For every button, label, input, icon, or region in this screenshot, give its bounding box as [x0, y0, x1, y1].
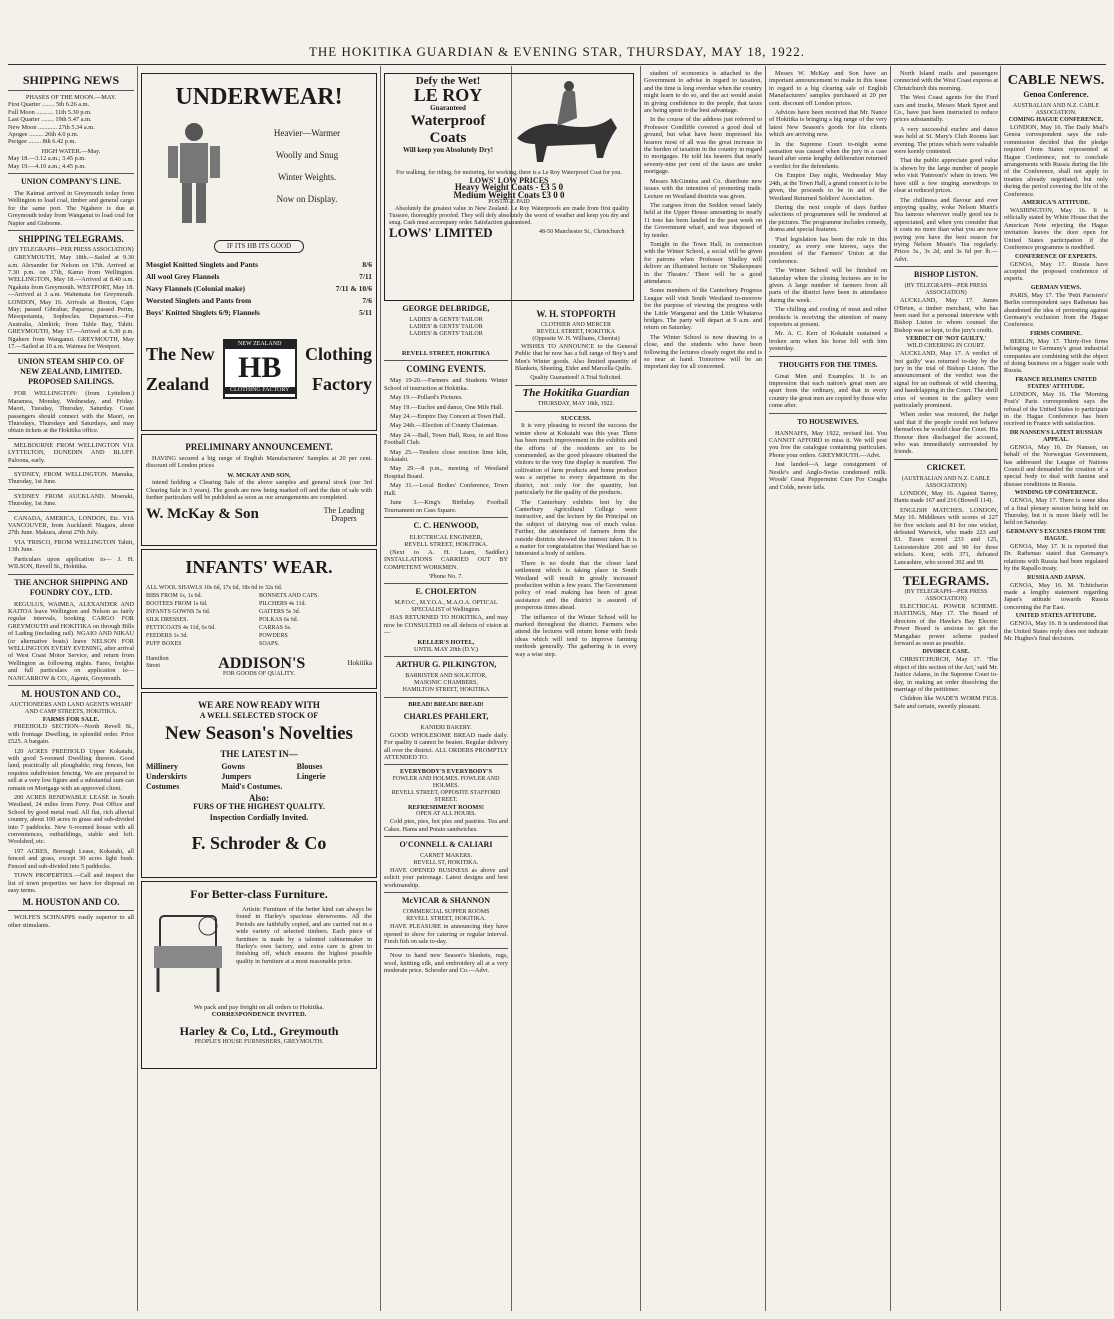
- event-item: June 3.—King's Birthday. Football Tournament on Cass Square.: [384, 499, 508, 514]
- col7-text-5: The chilliness and flavour and ever enjoying quality, woke Nelson Muett's Tea famous wherever really good tea is appreciated, and when you consider that it costs no more than what you are now paying you have the best reason for trying Nelson Moate's Tea regularly. Prices 3s., 3s 2d, and 3s 6d per lb.—Advt.: [894, 196, 998, 263]
- particulars-text: Particulars upon application to— J. H. WILSON, Revell St., Hokitika.: [8, 555, 134, 571]
- masthead-rule: [8, 64, 1106, 65]
- housewives-title: TO HOUSEWIVES.: [797, 417, 859, 426]
- henwood-title: C. C. HENWOOD,: [413, 520, 479, 530]
- stopforth-sub: CLOTHIER AND MERCER: [540, 322, 611, 328]
- event-item: May 19.—Euchre and dance, One Mile Hall.: [390, 403, 504, 411]
- cricket-text: LONDON, May 16. Against Surrey, Hants made 167 and 216 (Bowell 114).: [894, 489, 998, 505]
- pilkington-sub: BARRISTER AND SOLICITOR,: [405, 673, 487, 680]
- water-2: May 19.—4.10 a.m.; 4.45 p.m.: [8, 162, 86, 170]
- underwear-line-1: Heavier—Warmer: [273, 128, 341, 138]
- houston-sub: AUCTIONEERS AND LAND AGENTS WHARF AND CAMP STREETS, HOKITIKA.: [10, 701, 132, 715]
- usco-title: UNION STEAM SHIP CO. OF NEW ZEALAND, LIMITED. PROPOSED SAILINGS.: [17, 357, 125, 387]
- leroy-wp: Waterproof: [410, 112, 486, 129]
- refresh-label: REFRESHMENT ROOMS!: [408, 803, 484, 811]
- france-text: LONDON, May 16. The 'Morning Post's' Paris correspondent says the refusal of the United States to participate in the Hague Conference has been received in France with satisfaction.: [1004, 390, 1108, 428]
- item-row: All wool Grey Flannels 7/11: [146, 272, 372, 282]
- col6-text-4: On Empire Day night, Wednesday May 24th, at the Town Hall, a grand concert is to be given, the proceeds to be in aid of the Westland Returned Soldiers' Association.: [769, 172, 888, 202]
- union-title: UNION COMPANY'S LINE.: [20, 177, 122, 187]
- prelim-text: HAVING secured a big range of English Manufacturers' Samples at 20 per cent. discount off London prices: [146, 455, 372, 470]
- pfahlert-text: GOOD WHOLESOME BREAD made daily. For quality it cannot be beaten. Regular delivery all over the district. ALL ORDERS PROMPTLY ATTENDED TO.: [384, 731, 508, 761]
- genoa-title: Genoa Conference.: [1023, 90, 1089, 99]
- col6-text-2: Advices have been received that Mr. Nance of Hokitika is bringing a big range of the very latest New Season's goods for his clients which are arriving now.: [769, 109, 887, 139]
- furniture-text: Artistic Furniture of the better kind can always be found in Harley's spacious showrooms. All the Periods are faithfully copied, and are carried out in a wide variety of selected timbers. Each piece of furniture is made by a talented cabinetmaker in Harley's own factory, and extra care is given to finishing off, which ensures the highest possible quality in furniture at a most reasonable price.: [236, 906, 372, 965]
- telegrams-heading: TELEGRAMS.: [902, 572, 990, 588]
- schroder-ad: WE ARE NOW READY WITH A WELL SELECTED STOCK OF New Season's Novelties THE LATEST IN— Millinery Gowns Blouses Underskirts Jumpers Lingerie Costumes Maid's Costumes. Also: FURS OF THE HIGHEST QUALITY. Inspection Cordially Invited. F. Schroder & Co: [141, 692, 377, 878]
- col5-text-3: Messrs McGinniss and Co. distribute new issues with the intention of promoting trade. Lecture on Westland districts was given.: [644, 177, 762, 200]
- leroy-guar: Guaranteed: [430, 104, 466, 113]
- editorial-text-4: The influence of the Winter School will be marked throughout the district. Farmers who attend the lectures will return home with fresh ideas which will tend to improve farming methods generally. The gathering is in every way a wise step.: [515, 613, 637, 658]
- moon-title: PHASES OF THE MOON.—MAY.: [25, 94, 117, 101]
- delbridge-line: LADIES' & GENTS' TAILOR: [409, 317, 483, 323]
- bishop-title: BISHOP LISTON.: [914, 270, 978, 280]
- leroy-for: For walking, for riding, for motoring, for working, there is a Le Roy Waterproof Coat for you.: [396, 170, 622, 176]
- events-title: COMING EVENTS.: [406, 364, 486, 375]
- union-text: The Kaimai arrived in Greymouth today from Wellington to load coal, timber and general cargo for the same port. The Ngahere is due at Greymouth today from Wanganui to load coal for Napier and Gisborne.: [8, 190, 134, 227]
- col5-text-1: student of economics is attached to the Government to advise in regard to taxation, and the time is long overdue when the country might learn to do so, and the act would assist in giving confidence to the people, that taxes are being spent to the best advantage.: [644, 70, 762, 115]
- prelim-title: PRELIMINARY ANNOUNCEMENT.: [185, 442, 333, 452]
- leroy-name: LE ROY: [413, 85, 483, 106]
- event-item: May 24.—Ball, Town Hall, Ross, in aid Ross Football Club.: [384, 431, 508, 447]
- event-item: May 31.—Local Bodies' Conference, Town Hall.: [384, 482, 508, 497]
- moon-6: Perigee ........ 8th 6.42 p.m.: [8, 138, 77, 146]
- editorial-text-3: There is no doubt that the closer land settlement which is taking place in South Westland will result in greatly increased production within a few years. The Government policy of road making has been of great assistance and the district is assured of prosperous times ahead.: [515, 559, 637, 612]
- moon-2: Full Moon ........... 11th 5.30 p.m.: [8, 108, 92, 116]
- armchair-illustration-icon: [146, 906, 230, 998]
- henwood-sub: ELECTRICAL ENGINEER,: [409, 533, 483, 541]
- france-title: FRANCE RELISHES UNITED STATES' ATTITUDE.: [1015, 376, 1097, 390]
- winding-title: WINDING UP CONFERENCE.: [1014, 490, 1098, 497]
- column-cable-news: [1004, 70, 1108, 1310]
- housewives-text: HANNAH'S, May 1922, revised list. You CANNOT AFFORD to miss it. We will post you free the catalogue containing particulars. Phone your orders. GREYMOUTH.—Advt.: [769, 429, 887, 459]
- also-label: Also:: [249, 793, 269, 804]
- lows-addr: 48-50 Manchester St., Christchurch: [539, 229, 625, 236]
- corresp-text: CORRESPONDENCE INVITED.: [211, 1011, 307, 1019]
- telegrams-title: SHIPPING TELEGRAMS.: [18, 234, 124, 245]
- worm-text: Children like WADE'S WORM FIGS. Safe and certain, sweetly pleasant.: [894, 695, 998, 710]
- underwear-line-3: Winter Weights.: [277, 172, 337, 182]
- col7-text-2: The West Coast agents for the Ford cars and trucks, Messrs Mark Sprot and Co., have just been instructed to reduce prices substantially.: [894, 94, 998, 124]
- man-illustration-icon: [146, 118, 242, 228]
- bishop-sub: (BY TELEGRAPH—PER PRESS ASSOCIATION): [904, 283, 988, 297]
- divorce-title: DIVORCE CASE.: [922, 649, 970, 656]
- col6-text-5: During the next couple of days further selections of programmes will be rendered at the pictures. The programme includes comedy, drama and special features.: [769, 203, 887, 234]
- event-item: May 24.—Empire Day Concert at Town Hall.: [390, 413, 506, 421]
- col5-text-2: In the course of the address just referred to Professor Condliffe covered a good deal of ground, but what have been impressed his hearers most of all was the great increase in the burden of taxation in the country in regard to mortgages. He told his hearers that nearly seventy-nine per cent of the taxes are under mortgage.: [644, 116, 762, 176]
- bishop-text: AUCKLAND, May 17. James O'Brien, a timber merchant, who has been sued for a personal interview with Bishop Liston to whom counsel the Bishop was so kept, to the jury's credit.: [894, 297, 998, 334]
- excuses-text: GENOA, May 17. It is reported that Dr. Rathenau stated that Germany's relations with Russia had been regulated by the Rapallo treaty.: [1004, 542, 1108, 573]
- states-text: GENOA, May 16. It is understood that the United States reply does not indicate Mr. Hughes's final decision.: [1004, 620, 1108, 642]
- latest-title: THE LATEST IN—: [220, 749, 298, 759]
- delbridge-line: LADIES' & GENTS' TAILOR: [409, 324, 483, 330]
- shipping-title: SHIPPING NEWS: [22, 73, 120, 87]
- oconnell-addr: REVELL ST, HOKITIKA.: [413, 860, 479, 867]
- cholerton-title: E. CHOLERTON: [415, 587, 477, 597]
- column-rule: [380, 66, 381, 1311]
- leroy-text: Absolutely the greatest value in New Zealand. Le Roy Waterproofs are made from first quality Tussore, thoroughly proofed. They will defy absolutely the worst of weather and keep you dry and snug. Cash must accompany order. Satisfaction guaranteed.: [389, 206, 629, 227]
- experts-title: CONFERENCE OF EXPERTS.: [1014, 253, 1098, 260]
- hague-text: LONDON, May 16. The Daily Mail's Genoa correspondent says the sub-commission decided that the pledge required from States represented at Hague Conference, not to conclude arrangements with Russia during the life of the Conference, shall not apply to treaties already negotiated, but only during the period covering the life of the Conference.: [1004, 124, 1108, 198]
- mckay-name: W. McKay & Son: [146, 506, 259, 523]
- leroy-postage: POSTAGE PAID: [488, 199, 530, 206]
- verdict-title: VERDICT OF 'NOT GUILTY.': [905, 336, 987, 343]
- infants-title: INFANTS' WEAR.: [185, 557, 333, 577]
- american-text: WASHINGTON, May 16. It is officially stated by White House that the American Note rejecting the Hague invitation leaves the door open for United States participation if the Conference programme is modified.: [1004, 207, 1108, 252]
- novelties-title: New Season's Novelties: [165, 723, 353, 744]
- col6-text-6: 'Fuel legislation has been the rule in this country,' as every one knows, says the president of the Farmers' Union at the conference.: [769, 235, 887, 265]
- lows-name: LOWS' LIMITED: [389, 225, 493, 241]
- melb-text: MELBOURNE FROM WELLINGTON VIA LYTTELTON, DUNEDIN AND BLUFF. Paloona, early.: [8, 441, 134, 464]
- stopforth-addr: REVELL STREET, HOKITIKA: [536, 329, 616, 335]
- stopforth-title: W. H. STOPFORTH: [536, 309, 616, 319]
- firms-text: BERLIN, May 17. Thirty-five firms belonging to Germany's great industrial companies are combining with the object of doing business on a bigger scale with Russia.: [1004, 337, 1108, 375]
- thoughts-text: Great Men and Examples. It is an impression that each nation's great men are apart from the ordinary, and that in every country the great men are copied by those who come after.: [769, 372, 887, 410]
- blankets-text: Now to hand new Season's blankets, rugs, wool, knitting silk, and embroidery all at a very moderate price. Schroder and Co.—Advt.: [384, 952, 508, 975]
- henwood-addr: REVELL STREET, HOKITIKA.: [404, 541, 488, 549]
- moon-3: Last Quarter ........ 19th 5.47 a.m.: [8, 116, 92, 124]
- event-item: May 25.—Tenders close erection lime kiln, Kokatahi.: [384, 448, 508, 464]
- usco-text: FOR WELLINGTON: (from Lyttelton.) Maramea, Monday, Wednesday, and Friday. Maori, Tuesday, Thursday, Saturday. Coast passengers should connect with the Maori, on Thursdays, Thursdays and Saturdays, and may obtain tickets at the Hokitika office.: [8, 390, 134, 435]
- hb-logo: NEW ZEALAND HB CLOTHING FACTORY: [223, 339, 297, 399]
- russia-title: RUSSIA AND JAPAN.: [1026, 574, 1086, 581]
- addison-tag: FOR GOODS OF QUALITY.: [223, 670, 295, 677]
- fowler-label: FOWLER AND HOLMES. FOWLER AND HOLMES.: [392, 775, 500, 789]
- col7-telegrams-text: ELECTRICAL POWER SCHEME. HASTINGS, May 17. The Board of directors of the Hawke's Bay Electric Power Board is anxious to get the Mangahao power scheme pushed forward as soon as possible.: [894, 602, 998, 647]
- henwood-text: (Next to A. H. Learn, Saddler.) INSTALLATIONS CARRIED OUT BY COMPETENT WORKMEN.: [384, 548, 508, 571]
- farms-title: FARMS FOR SALE.: [42, 715, 100, 723]
- water-title: HIGH WATER.—May.: [41, 147, 101, 155]
- column-7: [894, 70, 998, 1310]
- oconnell-sub: CARNET MAKERS.: [420, 853, 472, 860]
- russia-text: GENOA, May 16. M. Tchitcherin made a lengthy statement regarding Japan's attitude towards Russia concerning the Far East.: [1004, 581, 1108, 611]
- column-ads-left: [141, 70, 377, 1310]
- cricket-title: CRICKET.: [926, 462, 966, 472]
- water-1: May 18.—3.12 a.m.; 3.45 p.m.: [8, 155, 86, 163]
- item-row: Worsted Singlets and Pants from 7/6: [146, 296, 372, 306]
- mcvicar-sub: COMMERCIAL SUPPER ROOMS: [402, 909, 490, 916]
- cholerton-until: UNTIL MAY 20th (D.V.): [413, 645, 479, 653]
- genoa-sub: AUSTRALIAN AND N.Z. CABLE ASSOCIATION.: [1012, 103, 1100, 116]
- furniture-title: For Better-class Furniture.: [190, 887, 328, 901]
- column-4: [515, 306, 637, 1306]
- item-row: Mosgiel Knitted Singlets and Pants 8/6: [146, 260, 372, 270]
- col6-text-9: Mr. A. C. Kerr of Kokatahi sustained a broken arm when his horse fell with him yesterday.: [769, 330, 887, 353]
- moon-5: Apogee ......... 26th 4.0 p.m.: [8, 131, 79, 139]
- open-label: OPEN AT ALL HOURS.: [415, 811, 476, 818]
- pilkington-addr: MASONIC CHAMBERS,: [414, 680, 478, 687]
- revell2-label: REVELL STREET, OPPOSITE STAFFORD STREET.: [391, 789, 501, 803]
- syd-text: SYDNEY, FROM WELLINGTON. Manuka, Thursday, 1st June.: [8, 471, 134, 486]
- nz-left-1: The New: [146, 344, 215, 365]
- freight-text: We pack and pay freight on all orders to Hokitika.: [193, 1004, 325, 1011]
- acres120-text: 120 ACRES FREEHOLD Upper Kokatahi, with good 5-roomed Dwelling thereon. Good land, practically all ploughable; ring fences, but requires subdivision fencing. We are prepared to sell at a very low figure and a substantial sum can remain on Mortgage with an approved client.: [8, 747, 134, 792]
- pfahlert-sub: KANIERI BAKERY.: [420, 724, 472, 731]
- telegrams-sub: (BY TELEGRAPH—PER PRESS ASSOCIATION): [8, 247, 134, 254]
- column-6: [769, 70, 887, 1310]
- hague-title: COMING HAGUE CONFERENCE.: [1008, 117, 1104, 123]
- masthead: THE HOKITIKA GUARDIAN & EVENING STAR, THURSDAY, MAY 18, 1922.: [308, 44, 806, 59]
- thoughts-title: THOUGHTS FOR THE TIMES.: [778, 360, 878, 369]
- mcvicar-title: McVICAR & SHANNON: [402, 896, 490, 906]
- furs-label: FURS OF THE HIGHEST QUALITY.: [193, 801, 325, 811]
- town-text: TOWN PROPERTIES.—Call and inspect the list of town properties we have for disposal on easy terms.: [8, 872, 134, 894]
- canada-text: CANADA, AMERICA, LONDON, Etc. VIA VANCOUVER, from Auckland: Niagara, about 27th June. Makura, about 27th July.: [8, 514, 134, 537]
- telegrams-text: GREYMOUTH, May 18th.—Sailed at 9.30 a.m. Alexander for Nelson on 17th. Arrived at 7.30 p.m. on 17th, Kamo from Wellington. WELLINGTON, May 18.—Arrived at 8.40 a.m. Ngakuta from Greymouth. WESTPORT, May 18.—Arrived at 3 a.m. Waitemata for Greymouth. LONDON, May 16. Arrivals at Boston, Cape May; passed Gibraltar, Paparoa; passed Perim, Mesopotamia, Sophocles. Departures.—For Australia, Almkirk; from Table Bay, Tahiti. GREYMOUTH, May 17.—Arrived at 6.30 p.m. Ngahere from Wanganui. GREYMOUTH, May 17.—Sailed at 10 a.m. Waimea for Westport.: [8, 254, 134, 350]
- delbridge-title: GEORGE DELBRIDGE,: [402, 304, 490, 313]
- column-shipping: [8, 70, 134, 1310]
- event-item: May 29.—8 p.m., meeting of Westland Hospital Board.: [384, 465, 508, 480]
- leroy-keep: Will keep you Absolutely Dry!: [402, 145, 494, 154]
- event-item: May 19-20.—Farmers and Students Winter School of instruction at Hokitika.: [384, 377, 508, 392]
- col7-text-4: That the public appreciate good value is shown by the large number of people who visit 'Paterson's' when in town. We have still a few singing snowdrops to clear at reduced prices.: [894, 157, 998, 195]
- verdict-text-2: When order was restored, the Judge said that if the people could not behave themselves he would clear the Court. His Honour then discharged the accused, who was immediately surrounded by friends.: [894, 411, 998, 456]
- american-title: AMERICA'S ATTITUDE.: [1022, 200, 1090, 207]
- hb-badge: IF ITS HB ITS GOOD: [214, 240, 304, 253]
- leroy-prices: LOWS' LOW PRICES: [469, 176, 549, 185]
- harley-ad: [141, 881, 377, 1069]
- underwear-line-2: Woolly and Snug: [275, 150, 339, 160]
- col5-text-5: Tonight in the Town Hall, in connection with the Winter School, a social will be given for patrons when Professor Shelley will deliver an illustrated lecture on 'Shakespeare in the Theatre.' There will be a good attendance.: [644, 240, 762, 285]
- experts-text: GENOA, May 17. Russia have accepted the proposed conference of experts.: [1004, 260, 1108, 283]
- column-5: [644, 70, 762, 1310]
- delbridge-line: LADIES' & GENTS' TAILOR: [409, 331, 483, 337]
- wolfe-text: WOLFE'S SCHNAPPS vastly superior to all other stimulants.: [8, 914, 134, 929]
- cholerton-at: KELLER'S HOTEL,: [417, 638, 475, 646]
- column-rule: [640, 66, 641, 1311]
- inspect-label: Inspection Cordially Invited.: [209, 813, 309, 823]
- mckay-tag: The Leading Drapers: [323, 506, 365, 523]
- states-title: UNITED STATES ATTITUDE.: [1015, 613, 1097, 620]
- meals-text: Cold pies, pies, hot pies and pastries. Tea and Cakes. Hams and Potato sandwiches.: [384, 818, 508, 833]
- column-rule: [1000, 66, 1001, 1311]
- moon-1: First Quarter ........ 5th 6.26 a.m.: [8, 101, 90, 109]
- col6-text-8: The chilling and cooling of meat and other products is receiving the attention of many exporters at present.: [769, 306, 887, 328]
- col5-text-7: The Winter School is now drawing to a close, and the students who have been following the lectures closely regret the end is so near at hand. Tomorrow will be an important day for all concerned.: [644, 333, 762, 371]
- farms-text: FREEHOLD SECTION—North Revell St., with frontage Dwelling, in splendid order. Price £525. A bargain.: [8, 723, 134, 746]
- cricket-text-2: ENGLISH MATCHES. LONDON, May 16. Middlesex with scores of 227 for five wickets and 81 for one wicket, defeated Warwick, who made 223 and 83. Essex scored 233 and 125, Leicestershire 266 and 90 for three wickets. Kent, with 371, defeated Lancashire, who scored 302 and 99.: [894, 506, 998, 566]
- syd2-text: SYDNEY FROM AUCKLAND. Moeraki, Thursday, 1st June.: [8, 492, 134, 508]
- column-rule: [765, 66, 766, 1311]
- cholerton-sub: M.P.O.C., M.Y.O.A., M.A.O.A. OPTICAL SPECIALIST of Wellington.: [394, 600, 498, 614]
- henwood-phone: 'Phone No. 7.: [428, 572, 464, 580]
- stopforth-opp: (Opposite W. H. Williams, Chemist): [532, 336, 620, 342]
- everybody-label: EVERYBODY'S EVERYBODY'S: [399, 768, 493, 776]
- pilkington-title: ARTHUR G. PILKINGTON,: [395, 660, 497, 670]
- guardian-title: The Hokitika Guardian: [522, 386, 630, 399]
- addison-ad: INFANTS' WEAR. ALL WOOL SHAWLS 10s 6d, 17s 6d, 18s 6d to 32s 6d. BIBS FROM 1s, 1s 6d. BONNETS AND CAPS. BOOTEES FROM 1s 6d. PILCHERS 4s 11d. INFANTS GOWNS 5s 6d. GAITERS 5s 3d. SILK DRESSES. POLKAS 6s 6d. PETTICOATS 4s 11d, 6s 6d. CARRAS 6s. FEEDERS 1s 3d. POWDERS PUFF BOXES SOAPS. Hamilton Street ADDISON'S Hokitika FOR GOODS OF QUALITY.: [141, 549, 377, 689]
- cheering-title: WILD CHEERING IN COURT.: [907, 343, 985, 350]
- stopforth-quality: Quality Guaranteed! A Trial Solicited.: [530, 374, 622, 381]
- cholerton-text: HAS RETURNED TO HOKITIKA, and may now be CONSULTED on all defects of vision at—: [384, 614, 508, 637]
- col7-text-3: A very successful euchre and dance was held at St. Mary's Club Rooms last evening. The prizes which were valuable were keenly contested.: [894, 125, 998, 156]
- firms-title: FIRMS COMBINE.: [1030, 330, 1082, 337]
- telegrams-heading-sub: (BY TELEGRAPH—PER PRESS ASSOCIATION): [904, 588, 988, 602]
- oconnell-title: O'CONNELL & CALIARI: [399, 840, 493, 850]
- frisco-text: VIA 'FRISCO, FROM WELLINGTON Tahiti, 13th June.: [8, 538, 134, 554]
- schroder-name: F. Schroder & Co: [191, 832, 327, 853]
- bread-label: BREAD! BREAD! BREAD!: [408, 701, 484, 709]
- mcvicar-text: HAVE PLEASURE in announcing they have opened to show for catering or regular interval. Fresh fish on sale to-day.: [384, 923, 508, 946]
- event-item: May 24th.—Election of County Chairman.: [390, 422, 499, 430]
- col6-text-1: Messrs W. McKay and Son have an important announcement to make in this issue in regard to a big clearing sale of English Manufacturers' samples purchased at 20 per cent. discount off London prices.: [769, 70, 887, 107]
- leroy-coats: Coats: [429, 129, 467, 146]
- anchor-title: THE ANCHOR SHIPPING AND FOUNDRY COY., LTD.: [14, 577, 128, 597]
- leroy-medium: Medium Weight Coats £3 0 0: [453, 189, 565, 200]
- german-text: PARIS, May 17. The 'Petit Parisien's' Berlin correspondent says Rathenau has abandoned the idea of protesting against Germany's exclusion from the Hague Conference.: [1004, 291, 1108, 329]
- item-row: Boys' Knitted Singlets 6/9; Flannels 5/11: [146, 308, 372, 318]
- addison-left: Hamilton Street: [146, 656, 169, 670]
- cricket-sub: (AUSTRALIAN AND N.Z. CABLE ASSOCIATION): [901, 475, 991, 489]
- event-item: May 19.—Pollard's Pictures.: [390, 394, 463, 402]
- rider-on-horse-icon: [507, 78, 627, 170]
- nz-right-2: Factory: [312, 374, 372, 395]
- ready-title-2: A WELL SELECTED STOCK OF: [199, 711, 319, 720]
- acres200-text: 200 ACRES RENEWABLE LEASE in South Westland, 24 miles from Ferry. Post Office and School by good metal road. All flat, rich alluvial country, about 100 acres in grass and sub-divided into 7 paddocks. New 6-roomed house with all conveniences, outbuildings, stable and loft. Woolshed, etc.: [8, 794, 134, 846]
- anchor-text: REGULUS, WAIMEA, ALEXANDER AND KAITOA leave Wellington and Nelson as fairly regular intervals, booking CARGO FOR GREYMOUTH and HOKITIKA on through Bills of Lading (including rail). NGAIO AND NIKAU (or alternative boats) leave NELSON FOR WELLINGTON EVERY EVENING, after arrival of West Coast Motor Service, and return from Wellington as following nights. Fares, freights and full particulars on application to— NANCARROW & CO., Agents, Greymouth.: [8, 600, 134, 682]
- col5-text-4: The cargoes from the Seddon vessel lately held at the Upper House amounting to nearly 11 tons has been landed in the past week on the Government wharf, and was disposed of by tender.: [644, 201, 762, 239]
- nansen-title: DR NANSEN'S LATEST RUSSIAN APPEAL.: [1009, 429, 1103, 443]
- harley-tag: PEOPLE'S HOUSE FURNISHERS, GREYMOUTH.: [194, 1038, 324, 1045]
- addison-right: Hokitika: [347, 658, 372, 667]
- col6-text-7: The Winter School will be finished on Saturday when the closing lectures are to be given. A large number of farmers from all parts of the district have been in attendance during the week.: [769, 267, 887, 304]
- column-rule: [890, 66, 891, 1311]
- nz-left-2: Zealand: [146, 374, 210, 395]
- cable-title: CABLE NEWS.: [1007, 73, 1105, 88]
- pilkington-addr2: HAMILTON STREET, HOKITIKA: [402, 687, 490, 694]
- guardian-date: THURSDAY, MAY 18th, 1922.: [537, 401, 615, 408]
- harley-name: Harley & Co, Ltd., Greymouth: [179, 1023, 339, 1038]
- ready-title-1: WE ARE NOW READY WITH: [198, 700, 320, 710]
- verdict-text: AUCKLAND, May 17. A verdict of 'not guilty' was returned to-day by the jury in the trial of Bishop Liston. The announcement of the verdict was the signal for an outbreak of wild cheering, and handclapping in the Court. The shrill cries of women in the gallery were particularly prominent.: [894, 350, 998, 410]
- moon-4: New Moon ............ 27th 5.34 a.m.: [8, 123, 95, 131]
- item-row: Navy Flannels (Colonial make) 7/11 & 10/6: [146, 284, 372, 294]
- german-title: GERMAN VIEWS.: [1030, 284, 1082, 291]
- column-rule: [137, 66, 138, 1311]
- mcvicar-addr: REVELL STREET, HOKITIKA.: [406, 916, 486, 923]
- pfahlert-title: CHARLES PFAHLERT,: [403, 711, 489, 721]
- underwear-line-4: Now on Display.: [276, 194, 338, 204]
- nestle-text: Just landed—A large consignment of Nestle's and Anglo-Swiss condensed milk. Woods' Great Peppermint Cure For Coughs and Colds, never fails.: [769, 461, 887, 491]
- winding-text: GENOA, May 17. There is some idea of a final plenary session being held on Thursday, but it is more likely will be held on Saturday.: [1004, 497, 1108, 527]
- divorce-text: CHRISTCHURCH, May 17. 'The object of this section of the Act,' said Mr. Justice Adams, in the Supreme Court to-day, in making an order dissolving the marriage of the petitioner.: [894, 656, 998, 693]
- nz-right-1: Clothing: [304, 344, 372, 365]
- underwear-title: UNDERWEAR!: [175, 84, 343, 110]
- acres197-text: 197 ACRES, Borough Lease, Kokatahi, all fenced and grass, except 30 acres light bush. Fenced and sub-divided into 5 paddocks.: [8, 847, 134, 870]
- leroy-top: Defy the Wet!: [415, 75, 481, 87]
- delbridge-revell: REVELL STREET, HOKITIKA: [402, 350, 490, 357]
- leroy-ad: [384, 73, 634, 301]
- mckay-ad: [141, 434, 377, 546]
- houston-title: M. HOUSTON AND CO.,: [21, 688, 121, 699]
- underwear-ad: [141, 73, 377, 431]
- editorial-text-2: The Canterbury exhibits lent by the Canterbury Agricultural College were instructive, and the lecture by the Principal on the subject of dairying was of much value. Further, the attendance of farmers from the outside districts showed the interest taken. It is a matter for congratulation that Westland has so interested a body of settlers.: [515, 498, 637, 558]
- stopforth-text: WISHES TO ANNOUNCE to the General Public that he now has a full range of Boy's and Men's Winter goods. Also limited quantity of Blankets, Sheeting, Eider and Marcella Quilts.: [515, 343, 637, 373]
- editorial-text-1: It is very pleasing to record the success the winter show at Kokatahi was this year. There has been much improvement in the exhibits and the efforts of the residents are to be commended, as the good pleasure obtained the visitors to the very fine display is manifest. The cultivation of farm products and home produce was a surprise to every department in the district, not only for the quantity, but particularly for the quality of the products.: [515, 422, 637, 497]
- col5-text-6: Some members of the Canterbury Progress League will visit South Westland to-morrow for the purpose of viewing the progress with the Little Wanganui and the Little Whataroa bridges. The party will depart at 9 a.m. and return on Saturday.: [644, 287, 762, 332]
- leroy-heavy: Heavy Weight Coats - £3 5 0: [454, 182, 564, 193]
- houston2-title: M. HOUSTON AND CO.: [22, 897, 120, 908]
- prelim-text2: intend holding a Clearing Sale of the above samples and general stock (our 3rd Clearing Sale in 3 years). The goods are now being marked off and the date of sale with further particulars will be published as soon as our arrangements are completed.: [146, 479, 372, 502]
- prelim-firm: W. MCKAY AND SON,: [227, 471, 291, 479]
- nansen-text: GENOA, May 16. Dr Nansen, on behalf of the Norwegian Government, has addressed the League of Nations Council and demanded the creation of a special body to deal with famine and disease conditions in Russia.: [1004, 443, 1108, 488]
- col6-text-3: In the Supreme Court to-night some sensation was caused when the jury in a case heard after some lengthy deliberation returned a verdict for the defendants.: [769, 140, 887, 170]
- success-title: SUCCESS.: [561, 415, 591, 423]
- addison-name: ADDISON'S: [218, 654, 306, 672]
- col7-text-1: North Island mails and passengers connected with the West Coast express at Christchurch this morning.: [894, 70, 998, 92]
- excuses-title: GERMANY'S EXCUSES FROM THE HAGUE.: [1006, 528, 1106, 542]
- oconnell-text: HAVE OPENED BUSINESS as above and solicit your patronage. Latest designs and best workmanship.: [384, 867, 508, 889]
